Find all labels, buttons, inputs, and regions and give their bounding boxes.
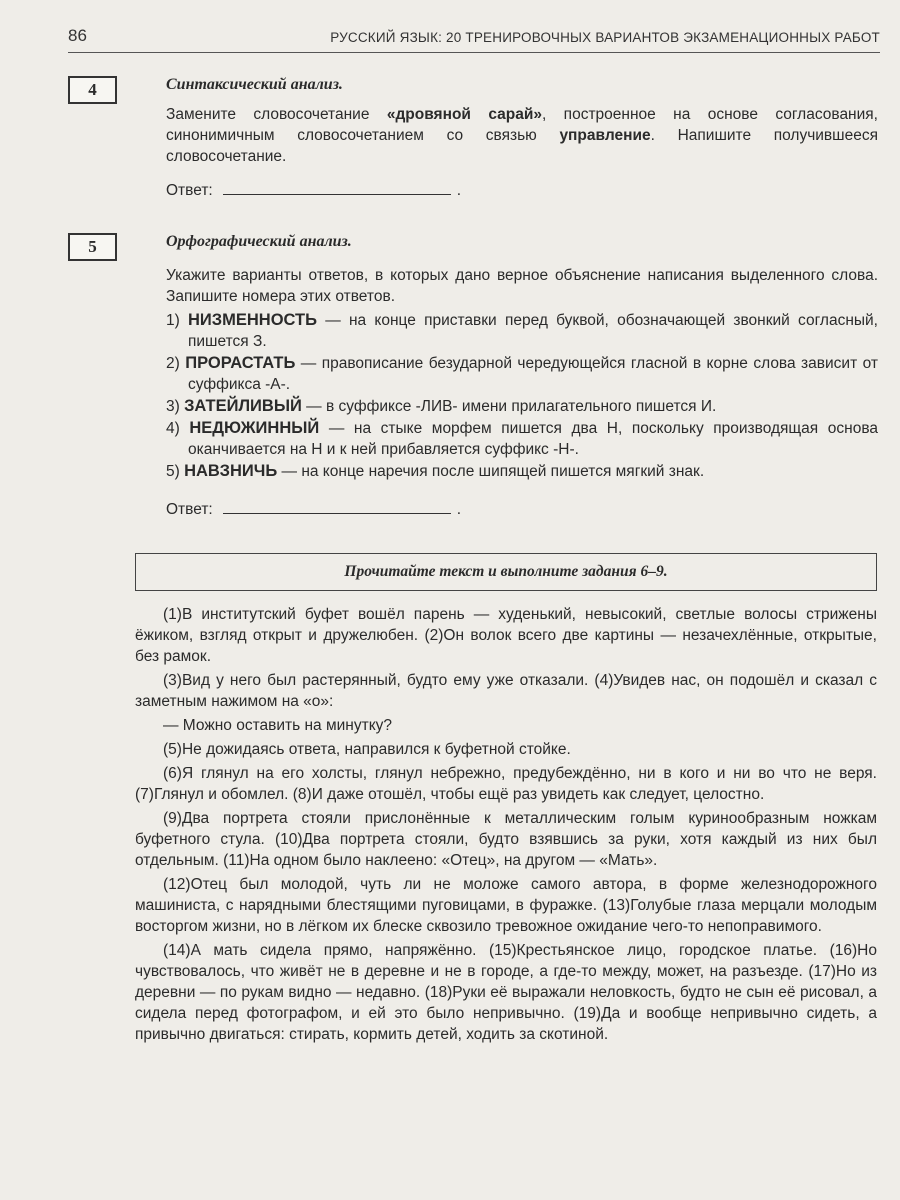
answer-option — [166, 310, 878, 352]
option-number: 5) — [166, 463, 185, 480]
option-explanation: — на стыке морфем пишется два Н, поскольку производящая основа оканчивается на Н и к ней прибавляется суффикс -Н-. — [188, 420, 878, 458]
reading-paragraph: (3)Вид у него был растерянный, будто ему уже отказали. (4)Увидев нас, он подошёл и сказал с заметным нажимом на «о»: — [135, 672, 877, 710]
task-number-box: 4 — [68, 76, 117, 104]
answer-line — [166, 180, 461, 200]
answer-blank[interactable] — [223, 499, 451, 514]
option-number: 4) — [166, 420, 190, 437]
option-word: НАВЗНИЧЬ — [184, 462, 278, 480]
answer-end: . — [456, 501, 462, 518]
prompt-fragment: . Напишите получившееся словосочетание. — [166, 127, 878, 165]
answer-option — [166, 396, 878, 417]
answer-options — [166, 310, 878, 483]
option-word: НИЗМЕННОСТЬ — [188, 311, 317, 329]
page-header — [68, 26, 880, 53]
reading-paragraph: — Можно оставить на минутку? — [163, 717, 393, 734]
option-word: ПРОРАСТАТЬ — [185, 354, 296, 372]
option-number: 2) — [166, 355, 186, 372]
page-number: 86 — [68, 26, 87, 45]
task-prompt: Укажите варианты ответов, в которых дано верное объяснение написания выделенного слова. Запишите номера этих ответов. — [166, 267, 878, 305]
answer-blank[interactable] — [223, 180, 451, 195]
task-title: Синтаксический анализ. — [166, 76, 343, 93]
answer-label: Ответ: — [166, 182, 213, 199]
highlighted-term: «дровяной сарай» — [386, 106, 542, 123]
task-number-box: 5 — [68, 233, 117, 261]
reading-paragraph: (12)Отец был молодой, чуть ли не моложе самого автора, в форме железнодорожного машиниста, с нарядными блестящими пуговицами, в фуражке. (13)Голубые глаза мерцали молодым восторгом жизни, но в лёгком их блеске сквозило тревожное ожидание чего-то непоправимого. — [135, 876, 877, 935]
answer-label: Ответ: — [166, 501, 213, 518]
reading-instruction: Прочитайте текст и выполните задания 6–9. — [135, 553, 877, 591]
reading-paragraph: (9)Два портрета стояли прислонённые к металлическим голым куринообразным ножкам буфетного стула. (10)Два портрета стояли, будто взявшись за руки, хотя каждый из них был отдельным. (11)На одном было наклеено: «Отец», на другом — «Мать». — [135, 810, 877, 869]
answer-option — [166, 353, 878, 395]
answer-line — [166, 499, 461, 519]
prompt-fragment: , построенное на основе согласования, синонимичным словосочетанием со связью — [166, 106, 878, 144]
option-number: 3) — [166, 398, 185, 415]
reading-paragraph: (1)В институтский буфет вошёл парень — худенький, невысокий, светлые волосы стрижены ёжиком, взгляд открыт и дружелюбен. (2)Он волок всего две картины — незачехлённые, открытые, без рамок. — [135, 606, 877, 665]
prompt-fragment: Замените словосочетание — [166, 106, 387, 123]
reading-text — [135, 604, 877, 1048]
option-explanation: — на конце приставки перед буквой, обозначающей звонкий согласный, пишется З. — [188, 312, 878, 350]
option-explanation: — на конце наречия после шипящей пишется мягкий знак. — [277, 463, 705, 480]
option-explanation: — в суффиксе -ЛИВ- имени прилагательного пишется И. — [301, 398, 717, 415]
task-prompt — [166, 104, 878, 167]
answer-option — [166, 418, 878, 460]
option-number: 1) — [166, 312, 189, 329]
reading-paragraph: (5)Не дожидаясь ответа, направился к буфетной стойке. — [163, 741, 571, 758]
task-title: Орфографический анализ. — [166, 233, 352, 250]
reading-paragraph: (6)Я глянул на его холсты, глянул небрежно, предубеждённо, ни в кого и ни во что не веря. (7)Глянул и обомлел. (8)И даже отошёл, чтобы ещё раз увидеть как следует, целостно. — [135, 765, 877, 803]
answer-end: . — [456, 182, 462, 199]
reading-paragraph: (14)А мать сидела прямо, напряжённо. (15)Крестьянское лицо, городское платье. (16)Но чувствовалось, что живёт не в деревне и не в городе, а где-то между, может, на разъезде. (17)Но из деревни — по рукам видно — недавно. (18)Руки её выражали неловкость, будто не сын её рисовал, а сидела перед фотографом, и ей это было непривычно. (19)Да и вообще непривычно сидеть, а привычно двигаться: стирать, кормить детей, ходить за скотиной. — [135, 942, 877, 1043]
answer-option — [166, 461, 878, 482]
option-explanation: — правописание безударной чередующейся гласной в корне слова зависит от суффикса -А-. — [188, 355, 878, 393]
highlighted-term: управление — [559, 127, 651, 144]
option-word: ЗАТЕЙЛИВЫЙ — [184, 397, 302, 415]
running-head: РУССКИЙ ЯЗЫК: 20 ТРЕНИРОВОЧНЫХ ВАРИАНТОВ ЭКЗАМЕНАЦИОННЫХ РАБОТ — [330, 30, 880, 45]
option-word: НЕДЮЖИННЫЙ — [189, 419, 320, 437]
